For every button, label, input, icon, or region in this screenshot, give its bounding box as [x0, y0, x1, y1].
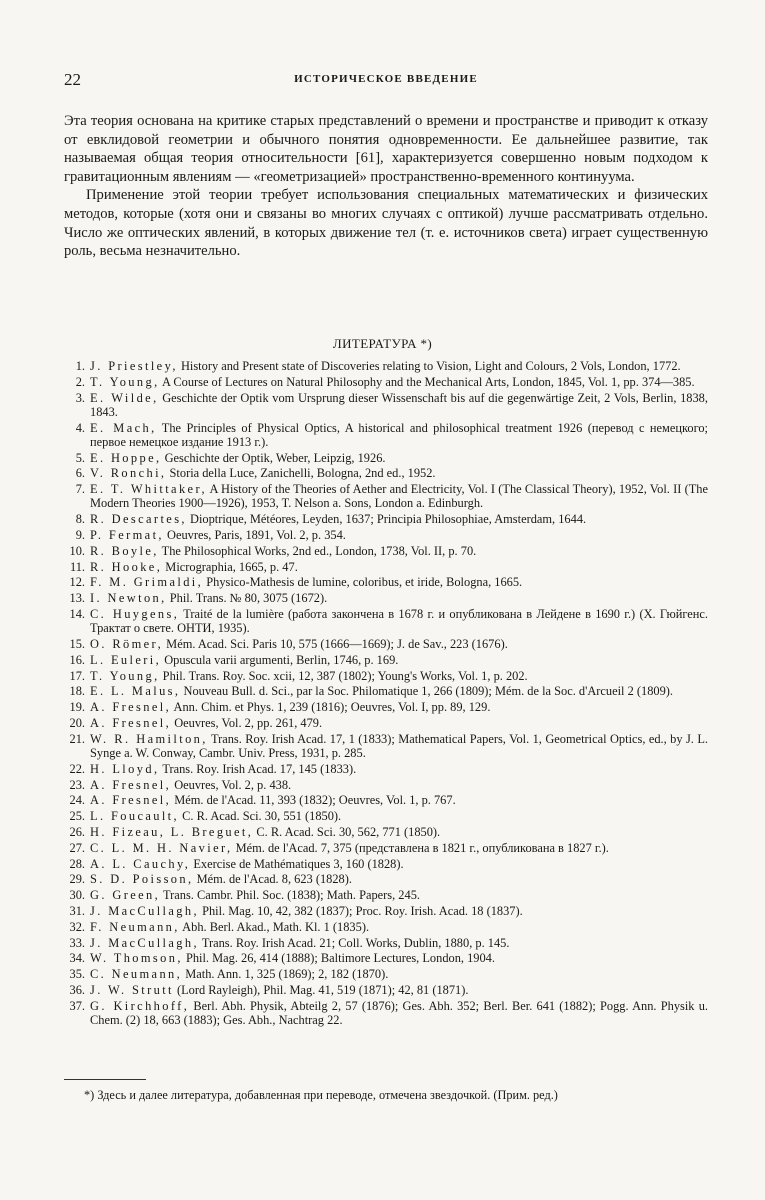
page-number: 22 [64, 70, 81, 89]
reference-author: R. Boyle, [90, 543, 159, 558]
reference-text: Trans. Roy. Irish Acad. 21; Coll. Works, Dublin, 1880, p. 145. [198, 935, 510, 950]
reference-text: Traité de la lumière (работа закончена в 1678 г. и опубликована в Лейдене в 1690 г.) (Х. Гюйгенс. Трактат о свете. ОНТИ, 1935). [90, 606, 708, 636]
reference-author: A. L. Cauchy, [90, 856, 191, 871]
reference-item [64, 967, 708, 981]
reference-item [64, 451, 708, 465]
reference-text: (Lord Rayleigh), Phil. Mag. 41, 519 (1871); 42, 81 (1871). [173, 982, 469, 997]
reference-item [64, 466, 708, 480]
reference-author: I. Newton, [90, 591, 167, 606]
literature-heading: ЛИТЕРАТУРА *) [332, 336, 433, 351]
reference-author: J. W. Strutt [90, 982, 174, 997]
reference-item [64, 951, 708, 965]
reference-number: 24. [69, 793, 85, 808]
reference-author: C. Huygens, [90, 606, 180, 621]
reference-author: R. Hooke, [90, 559, 163, 574]
reference-text: Mém. de l'Acad. 7, 375 (представлена в 1821 г., опубликована в 1827 г.). [232, 840, 609, 855]
footnote-divider [64, 1079, 146, 1080]
reference-text: C. R. Acad. Sci. 30, 551 (1850). [179, 809, 342, 824]
reference-number: 9. [75, 527, 85, 542]
reference-text: Mém. Acad. Sci. Paris 10, 575 (1666—1669); J. de Sav., 223 (1676). [163, 636, 508, 651]
reference-number: 10. [69, 543, 85, 558]
reference-number: 15. [69, 636, 85, 651]
reference-author: J. Priestley, [90, 359, 178, 373]
reference-item [64, 762, 708, 776]
reference-item [64, 653, 708, 667]
reference-number: 7. [75, 482, 85, 497]
reference-number: 27. [69, 840, 85, 855]
reference-number: 16. [69, 652, 85, 667]
body-text [64, 112, 708, 261]
reference-text: Geschichte der Optik, Weber, Leipzig, 1926. [161, 450, 386, 465]
reference-number: 14. [69, 606, 85, 621]
reference-number: 37. [69, 998, 85, 1013]
reference-number: 4. [75, 420, 85, 435]
reference-author: J. MacCullagh, [90, 903, 199, 918]
reference-author: F. Neumann, [90, 919, 180, 934]
reference-item [64, 482, 708, 510]
reference-number: 32. [69, 919, 85, 934]
reference-item [64, 716, 708, 730]
reference-number: 25. [69, 809, 85, 824]
reference-item [64, 591, 708, 605]
reference-author: A. Fresnel, [90, 700, 172, 715]
reference-text: Mém. de l'Acad. 8, 623 (1828). [193, 872, 352, 887]
reference-author: W. Thomson, [90, 951, 183, 966]
reference-text: Ann. Chim. et Phys. 1, 239 (1816); Oeuvres, Vol. I, pp. 89, 129. [171, 700, 491, 715]
reference-author: C. Neumann, [90, 967, 183, 982]
reference-number: 30. [69, 888, 85, 903]
reference-author: H. Lloyd, [90, 761, 160, 776]
reference-author: A. Fresnel, [90, 793, 172, 808]
reference-author: A. Fresnel, [90, 777, 172, 792]
reference-number: 29. [69, 872, 85, 887]
reference-item [64, 375, 708, 389]
reference-author: F. M. Grimaldi, [90, 575, 204, 590]
reference-text: Exercise de Mathématiques 3, 160 (1828). [190, 856, 404, 871]
reference-number: 19. [69, 700, 85, 715]
reference-number: 6. [75, 466, 85, 481]
reference-item [64, 920, 708, 934]
reference-author: G. Green, [90, 888, 161, 903]
reference-number: 34. [69, 951, 85, 966]
paragraph: Применение этой теории требует использования специальных математических и физических методов, которые (хотя они и связаны во многих случаях с оптикой) лучше рассматривать отдельно. Число же оптических явлений, в которых движение тел (т. е. источников света) играет существенную роль, весьма незначительно. [64, 187, 708, 260]
reference-text: Phil. Trans. № 80, 3075 (1672). [166, 591, 328, 606]
reference-item [64, 793, 708, 807]
reference-number: 31. [69, 903, 85, 918]
reference-item [64, 359, 708, 373]
reference-number: 17. [69, 668, 85, 683]
reference-text: Micrographia, 1665, p. 47. [162, 559, 298, 574]
reference-item [64, 700, 708, 714]
reference-text: Geschichte der Optik vom Ursprung dieser Wissenschaft bis auf die gegenwärtige Zeit, 2 Vols, Berlin, 1838, 1843. [90, 390, 708, 419]
reference-text: History and Present state of Discoveries relating to Vision, Light and Colours, 2 Vols, London, 1772. [177, 359, 681, 373]
reference-item [64, 637, 708, 651]
reference-item [64, 983, 708, 997]
reference-text: The Principles of Physical Optics, A historical and philosophical treatment 1926 (перевод с немецкого; первое немецкое издание 1913 г.). [90, 420, 708, 449]
reference-number: 23. [69, 777, 85, 792]
reference-text: Opuscula varii argumenti, Berlin, 1746, p. 169. [161, 652, 399, 667]
reference-text: C. R. Acad. Sci. 30, 562, 771 (1850). [253, 824, 441, 839]
reference-author: O. Römer, [90, 636, 164, 651]
reference-text: Oeuvres, Vol. 2, pp. 261, 479. [171, 715, 323, 730]
reference-number: 22. [69, 761, 85, 776]
reference-author: E. Mach, [90, 420, 157, 435]
reference-text: Abh. Berl. Akad., Math. Kl. 1 (1835). [179, 919, 370, 934]
reference-item [64, 544, 708, 558]
reference-number: 28. [69, 856, 85, 871]
reference-text: A Course of Lectures on Natural Philosophy and the Mechanical Arts, London, 1845, Vol. 1, pp. 374—385. [159, 374, 695, 389]
reference-text: Berl. Abh. Physik, Abteilg 2, 57 (1876); Ges. Abh. 352; Berl. Ber. 641 (1882); Pogg. Ann. Physik u. Chem. (2) 18, 663 (1883); Ges. Abh., Nachtrag 22. [90, 998, 708, 1027]
reference-text: The Philosophical Works, 2nd ed., London, 1738, Vol. II, p. 70. [158, 543, 477, 558]
reference-item [64, 528, 708, 542]
reference-text: Oeuvres, Vol. 2, p. 438. [171, 777, 292, 792]
reference-text: Oeuvres, Paris, 1891, Vol. 2, p. 354. [163, 527, 346, 542]
reference-item [64, 841, 708, 855]
reference-item [64, 904, 708, 918]
reference-text: Trans. Cambr. Phil. Soc. (1838); Math. Papers, 245. [160, 888, 420, 903]
reference-author: T. Young, [90, 374, 160, 389]
reference-item [64, 512, 708, 526]
reference-number: 35. [69, 967, 85, 982]
reference-author: V. Ronchi, [90, 466, 167, 481]
reference-text: Phil. Mag. 10, 42, 382 (1837); Proc. Roy. Irish. Acad. 18 (1837). [198, 903, 523, 918]
reference-author: S. D. Poisson, [90, 872, 194, 887]
reference-number: 12. [69, 575, 85, 590]
reference-text: Physico-Mathesis de lumine, coloribus, et iride, Bologna, 1665. [203, 575, 523, 590]
reference-item [64, 684, 708, 698]
reference-number: 26. [69, 824, 85, 839]
reference-author: H. Fizeau, L. Breguet, [90, 824, 254, 839]
reference-number: 3. [75, 390, 85, 405]
reference-text: Trans. Roy. Irish Acad. 17, 1 (1833); Mathematical Papers, Vol. 1, Geometrical Optics, ed., by J. L. Synge a. W. Conway, Cambr. Univ. Press, 1931, p. 285. [90, 731, 708, 760]
reference-author: E. Wilde, [90, 390, 159, 405]
reference-item [64, 778, 708, 792]
reference-text: Mém. de l'Acad. 11, 393 (1832); Oeuvres, Vol. 1, p. 767. [171, 793, 456, 808]
reference-number: 13. [69, 591, 85, 606]
reference-author: E. L. Malus, [90, 684, 181, 699]
reference-number: 8. [75, 512, 85, 527]
paragraph: Эта теория основана на критике старых представлений о времени и пространстве и приводит к отказу от евклидовой геометрии и обычного понятия одновременности. Ее дальнейшее развитие, так называемая общая теория относительности [61], характеризуется совершенно новым подходом к гравитационным явлениям — «геометризацией» пространственно-временного континуума. [64, 113, 708, 185]
reference-item [64, 669, 708, 683]
reference-item [64, 936, 708, 950]
reference-author: W. R. Hamilton, [90, 731, 208, 746]
reference-number: 21. [69, 731, 85, 746]
reference-item [64, 732, 708, 760]
reference-author: G. Kirchhoff, [90, 998, 190, 1013]
reference-item [64, 391, 708, 419]
reference-item [64, 421, 708, 449]
footnote: *) Здесь и далее литература, добавленная при переводе, отмечена звездочкой. (Прим. ред.) [84, 1088, 558, 1102]
reference-item [64, 607, 708, 635]
reference-text: A History of the Theories of Aether and Electricity, Vol. I (The Classical Theory), 1952, Vol. II (The Modern Theories 1900—1926), 1953, T. Nelson a. Sons, London a. Edinburgh. [90, 482, 709, 511]
reference-author: R. Descartes, [90, 512, 187, 527]
reference-number: 36. [69, 982, 85, 997]
reference-author: A. Fresnel, [90, 715, 172, 730]
reference-author: T. Young, [90, 668, 160, 683]
reference-number: 11. [69, 559, 85, 574]
reference-number: 1. [75, 359, 85, 373]
reference-author: E. Hoppe, [90, 450, 162, 465]
reference-item [64, 809, 708, 823]
reference-text: Nouveau Bull. d. Sci., par la Soc. Philomatique 1, 266 (1809); Mém. de la Soc. d'Arcueil 2 (1809). [180, 684, 674, 699]
reference-text: Dioptrique, Météores, Leyden, 1637; Principia Philosophiae, Amsterdam, 1644. [186, 512, 587, 527]
reference-item [64, 999, 708, 1027]
reference-author: P. Fermat, [90, 527, 164, 542]
page-header [64, 70, 708, 90]
reference-number: 18. [69, 684, 85, 699]
reference-item [64, 575, 708, 589]
reference-number: 20. [69, 715, 85, 730]
reference-item [64, 857, 708, 871]
reference-author: E. T. Whittaker, [90, 482, 207, 497]
running-head: ИСТОРИЧЕСКОЕ ВВЕДЕНИЕ [294, 73, 478, 85]
reference-text: Phil. Mag. 26, 414 (1888); Baltimore Lectures, London, 1904. [182, 951, 495, 966]
reference-text: Trans. Roy. Irish Acad. 17, 145 (1833). [159, 761, 357, 776]
reference-item [64, 825, 708, 839]
reference-text: Storia della Luce, Zanichelli, Bologna, 2nd ed., 1952. [166, 466, 436, 481]
reference-list [64, 359, 708, 1029]
reference-text: Phil. Trans. Roy. Soc. xcii, 12, 387 (1802); Young's Works, Vol. 1, p. 202. [159, 668, 528, 683]
reference-text: Math. Ann. 1, 325 (1869); 2, 182 (1870). [182, 967, 389, 982]
reference-author: L. Foucault, [90, 809, 180, 824]
reference-author: L. Euleri, [90, 652, 162, 667]
reference-item [64, 872, 708, 886]
reference-number: 5. [75, 450, 85, 465]
reference-number: 2. [75, 374, 85, 389]
reference-item [64, 888, 708, 902]
reference-item [64, 560, 708, 574]
reference-author: J. MacCullagh, [90, 935, 199, 950]
reference-author: C. L. M. H. Navier, [90, 840, 233, 855]
reference-number: 33. [69, 935, 85, 950]
